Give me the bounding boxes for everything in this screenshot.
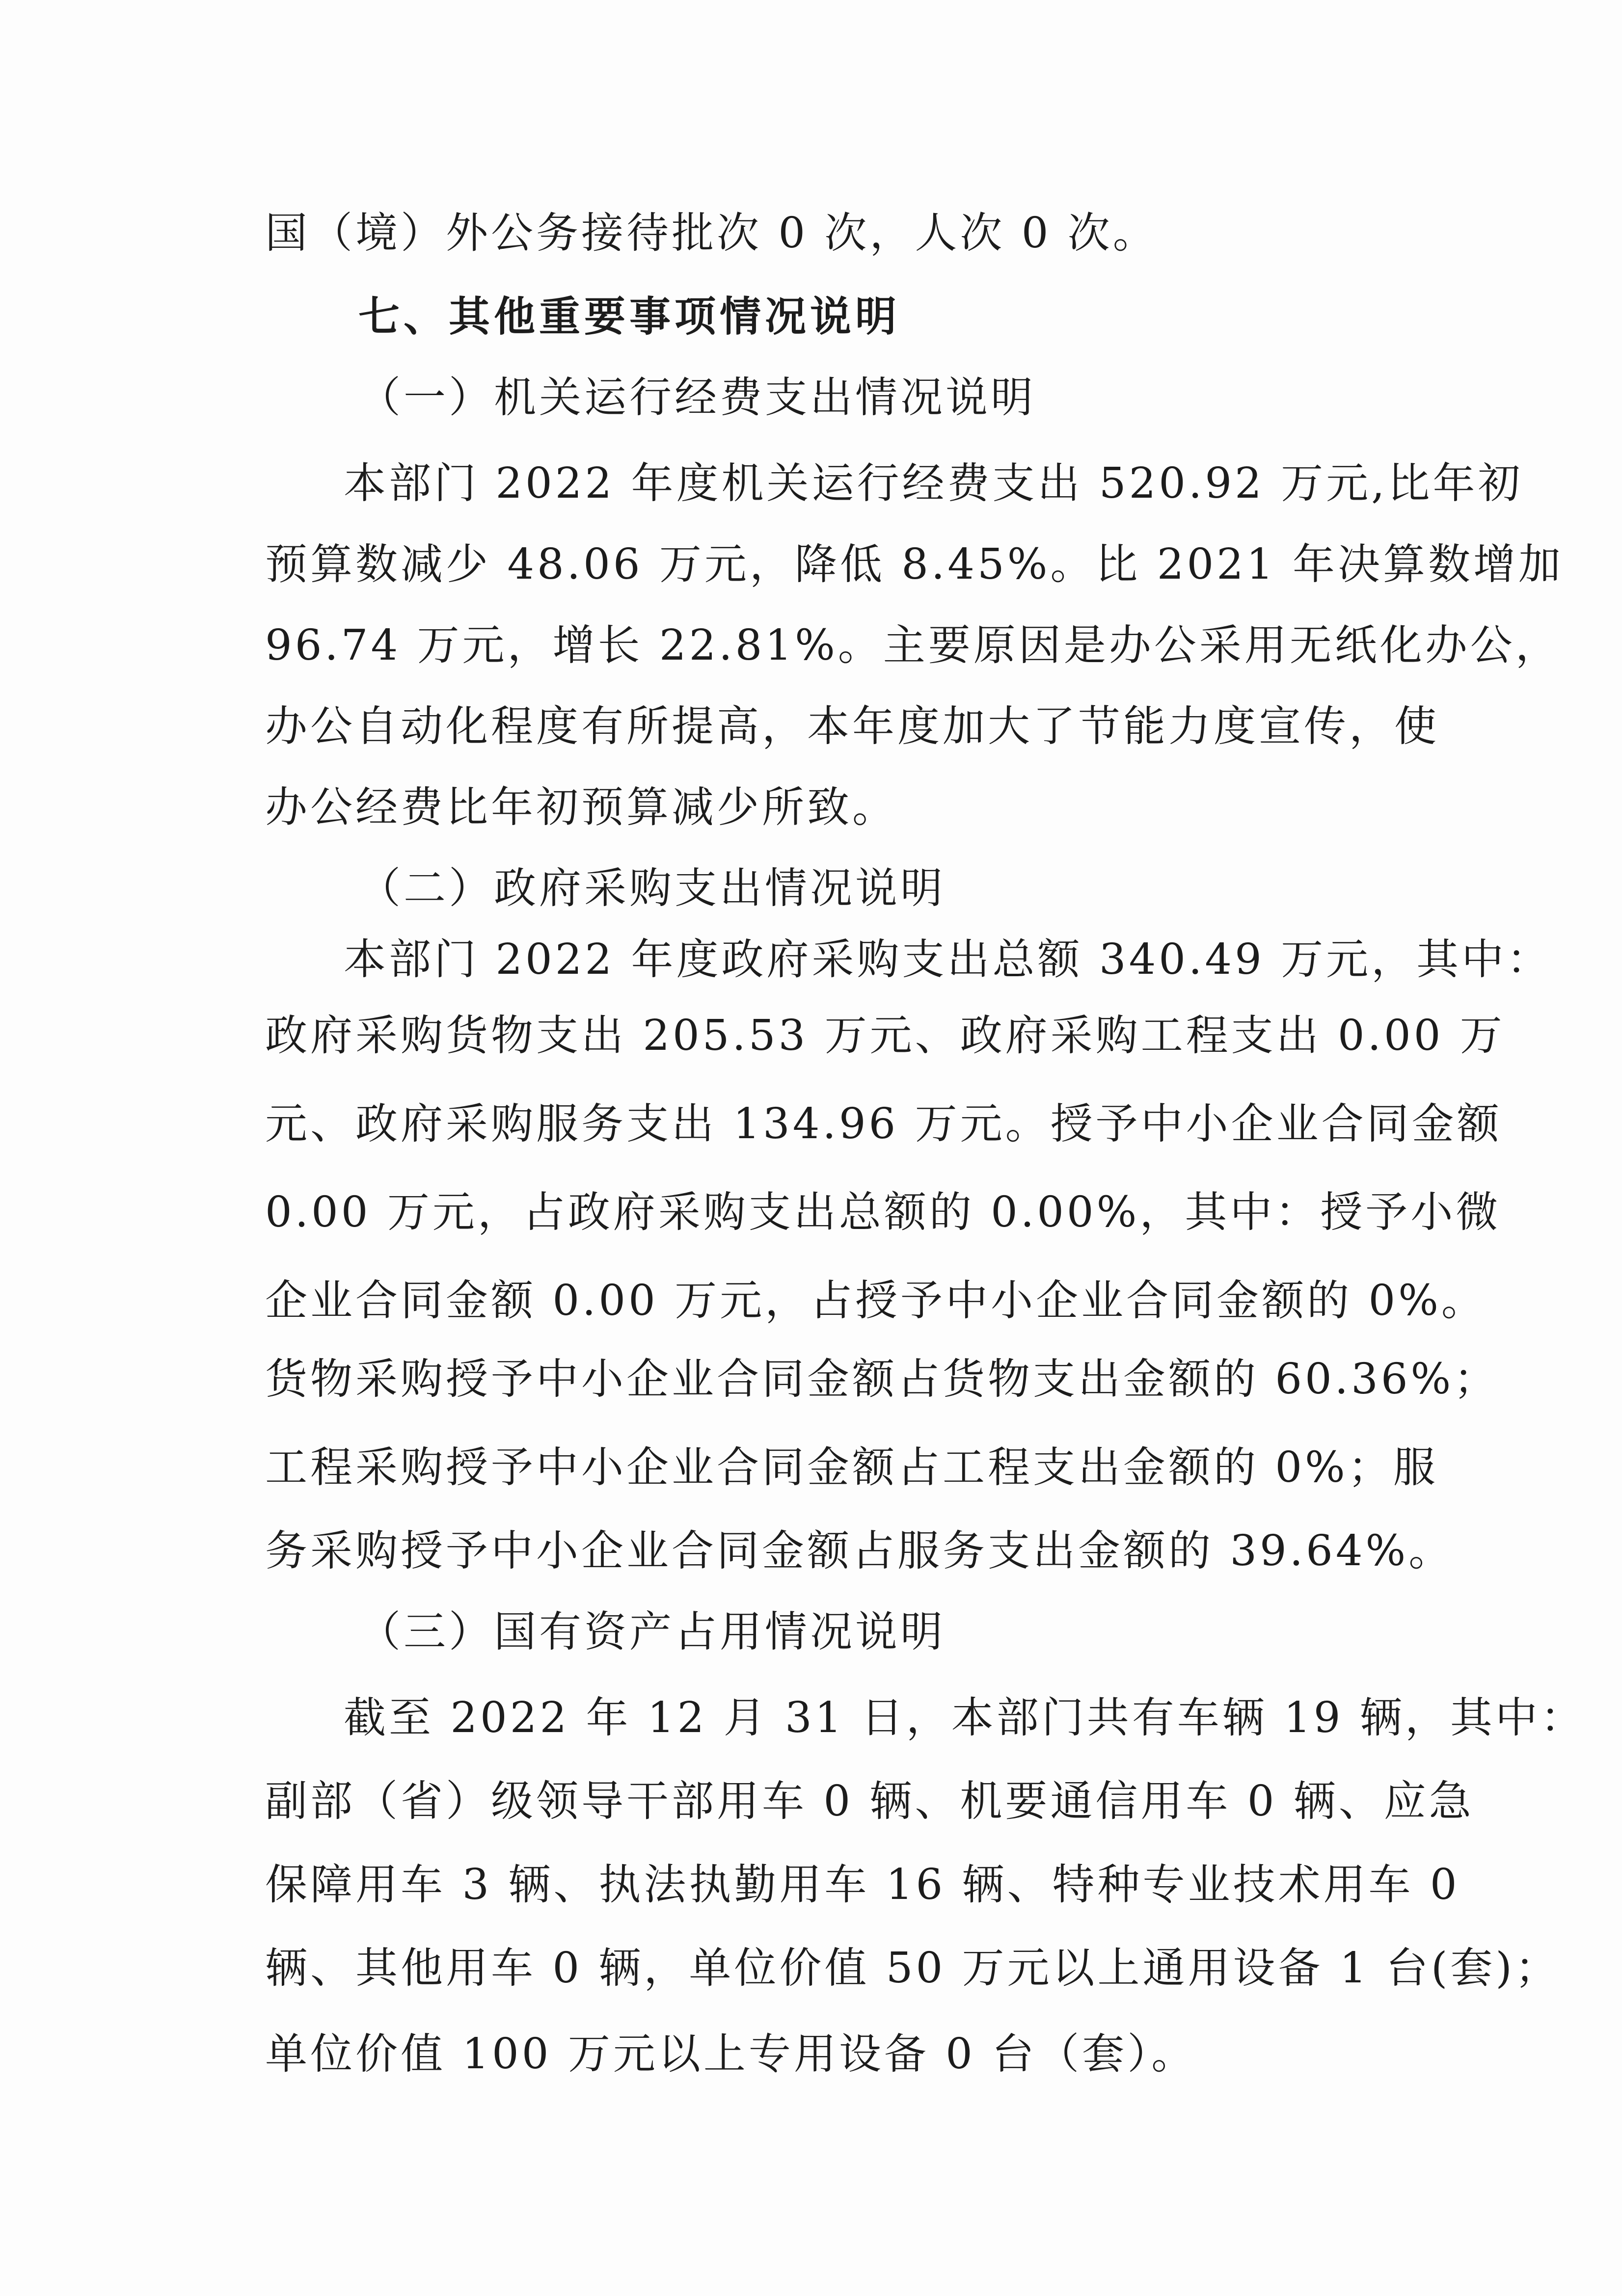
paragraph-line: 货物采购授予中小企业合同金额占货物支出金额的 60.36%； bbox=[265, 1355, 1499, 1404]
paragraph-line: 务采购授予中小企业合同金额占服务支出金额的 39.64%。 bbox=[265, 1526, 1454, 1575]
paragraph-line: 辆、其他用车 0 辆，单位价值 50 万元以上通用设备 1 台(套)； bbox=[265, 1944, 1560, 1993]
subsection-heading: （二）政府采购支出情况说明 bbox=[358, 864, 946, 913]
paragraph-line: 元、政府采购服务支出 134.96 万元。授予中小企业合同金额 bbox=[265, 1099, 1502, 1148]
paragraph-line: 保障用车 3 辆、执法执勤用车 16 辆、特种专业技术用车 0 bbox=[265, 1860, 1460, 1909]
paragraph-line: 企业合同金额 0.00 万元，占授予中小企业合同金额的 0%。 bbox=[265, 1276, 1487, 1325]
paragraph-line: 办公经费比年初预算减少所致。 bbox=[265, 783, 897, 832]
section-heading: 七、其他重要事项情况说明 bbox=[358, 293, 901, 341]
subsection-heading: （一）机关运行经费支出情况说明 bbox=[358, 373, 1036, 422]
paragraph-line: 本部门 2022 年度机关运行经费支出 520.92 万元,比年初 bbox=[344, 459, 1523, 508]
paragraph-line: 96.74 万元，增长 22.81%。主要原因是办公采用无纸化办公， bbox=[265, 621, 1561, 670]
paragraph-line: 工程采购授予中小企业合同金额占工程支出金额的 0%；服 bbox=[265, 1443, 1438, 1492]
paragraph-line: 预算数减少 48.06 万元，降低 8.45%。比 2021 年决算数增加 bbox=[265, 540, 1564, 589]
paragraph-line: 政府采购货物支出 205.53 万元、政府采购工程支出 0.00 万 bbox=[265, 1011, 1505, 1060]
paragraph-line: 0.00 万元，占政府采购支出总额的 0.00%，其中：授予小微 bbox=[265, 1188, 1501, 1237]
paragraph-line: 截至 2022 年 12 月 31 日，本部门共有车辆 19 辆，其中： bbox=[344, 1693, 1586, 1742]
paragraph-line: 办公自动化程度有所提高，本年度加大了节能力度宣传，使 bbox=[265, 702, 1439, 751]
paragraph-line: 国（境）外公务接待批次 0 次，人次 0 次。 bbox=[265, 209, 1158, 258]
subsection-heading: （三）国有资产占用情况说明 bbox=[358, 1607, 946, 1656]
paragraph-line: 单位价值 100 万元以上专用设备 0 台（套）。 bbox=[265, 2029, 1197, 2079]
paragraph-line: 本部门 2022 年度政府采购支出总额 340.49 万元，其中： bbox=[344, 935, 1552, 984]
paragraph-line: 副部（省）级领导干部用车 0 辆、机要通信用车 0 辆、应急 bbox=[265, 1777, 1474, 1826]
